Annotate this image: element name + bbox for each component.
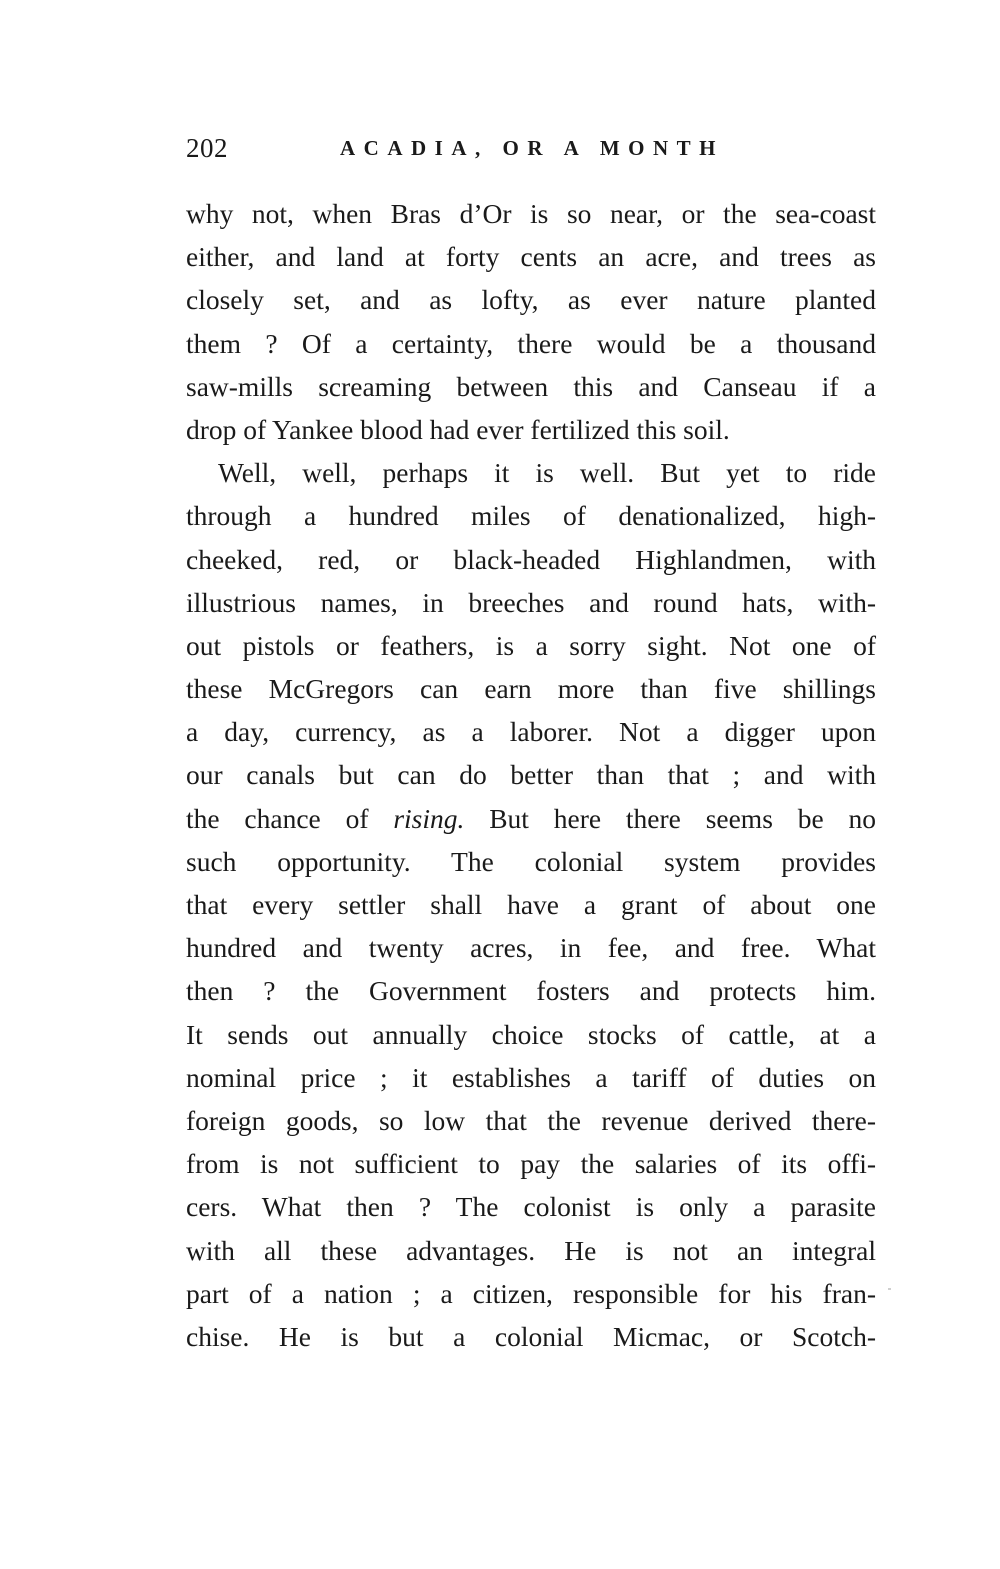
- text-line: our canals but can do better than that ; and with: [186, 759, 876, 791]
- emphasized-word: rising.: [393, 802, 465, 834]
- text-line: through a hundred miles of denationalized, high-: [186, 500, 876, 532]
- text-line-rising: [186, 797, 876, 840]
- text-line: It sends out annually choice stocks of cattle, at a: [186, 1018, 876, 1050]
- text-line: hundred and twenty acres, in fee, and free. What: [186, 932, 876, 964]
- text-line: part of a nation ; a citizen, responsible for his fran-: [186, 1277, 876, 1309]
- text-line: foreign goods, so low that the revenue derived there-: [186, 1104, 876, 1136]
- text-line: a day, currency, as a laborer. Not a digger upon: [186, 716, 876, 748]
- text-line: out pistols or feathers, is a sorry sight. Not one of: [186, 629, 876, 661]
- text-line: Well, well, perhaps it is well. But yet to ride: [218, 457, 876, 489]
- body-text: [186, 192, 876, 1358]
- text-line: then ? the Government fosters and protects him.: [186, 975, 876, 1007]
- text-line: cheeked, red, or black-headed Highlandmen, with: [186, 543, 876, 575]
- text-line: these McGregors can earn more than five shillings: [186, 673, 876, 705]
- text-line: from is not sufficient to pay the salaries of its offi-: [186, 1148, 876, 1180]
- text-fragment: the chance of: [186, 802, 369, 834]
- text-line: why not, when Bras d’Or is so near, or the sea-coast: [186, 198, 876, 229]
- text-line: nominal price ; it establishes a tariff of duties on: [186, 1061, 876, 1093]
- text-line: illustrious names, in breeches and round hats, with-: [186, 586, 876, 618]
- text-line: either, and land at forty cents an acre, and trees as: [186, 241, 876, 273]
- text-line: that every settler shall have a grant of about one: [186, 889, 876, 920]
- text-line: closely set, and as lofty, as ever nature planted: [186, 284, 876, 316]
- running-title: ACADIA, OR A MONTH: [340, 136, 725, 160]
- page-number: 202: [186, 133, 228, 163]
- paper-speck: [888, 1288, 891, 1290]
- text-fragment: But here there seems be no: [489, 802, 876, 834]
- text-line: them ? Of a certainty, there would be a thousand: [186, 327, 876, 359]
- text-line: with all these advantages. He is not an integral: [186, 1234, 876, 1266]
- text-line: drop of Yankee blood had ever fertilized this soil.: [186, 413, 730, 445]
- text-line: cers. What then ? The colonist is only a parasite: [186, 1191, 876, 1223]
- text-line: chise. He is but a colonial Micmac, or Scotch-: [186, 1320, 876, 1352]
- running-head: [186, 128, 886, 168]
- text-line: such opportunity. The colonial system provides: [186, 845, 876, 877]
- text-line: saw-mills screaming between this and Canseau if a: [186, 370, 876, 402]
